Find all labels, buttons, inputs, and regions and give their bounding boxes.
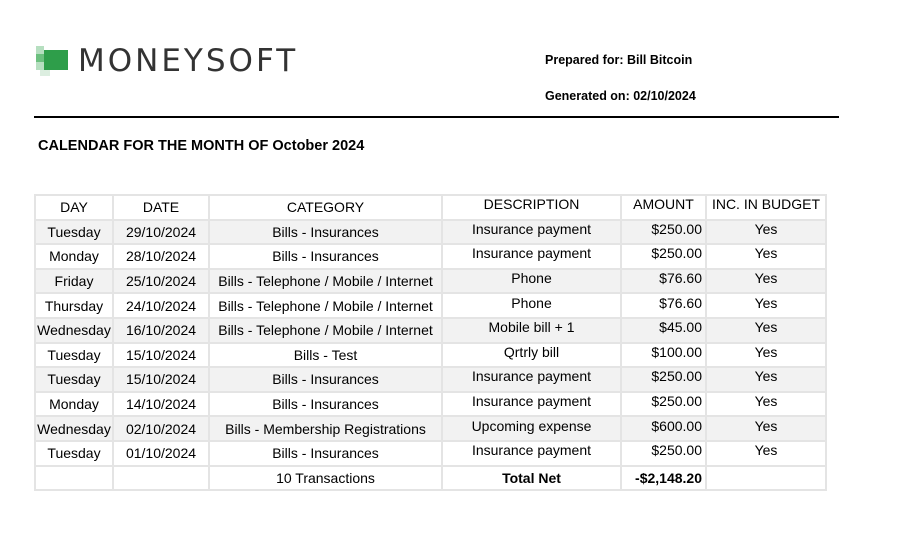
header-description-text: DESCRIPTION bbox=[483, 196, 580, 213]
cell-category: Bills - Insurances bbox=[209, 392, 442, 417]
table-total-row bbox=[35, 466, 826, 491]
cell-inc-text: Yes bbox=[754, 245, 778, 262]
cell-day: Wednesday bbox=[35, 416, 113, 441]
cell-description-text: Phone bbox=[511, 294, 552, 311]
cell-category: Bills - Telephone / Mobile / Internet bbox=[209, 269, 442, 294]
cell-description-text: Insurance payment bbox=[471, 245, 592, 262]
cell-category: Bills - Insurances bbox=[209, 441, 442, 466]
cell-date: 16/10/2024 bbox=[113, 318, 209, 343]
cell-amount bbox=[621, 269, 706, 294]
cell-date: 24/10/2024 bbox=[113, 293, 209, 318]
cell-amount-text: $250.00 bbox=[651, 220, 702, 237]
cell-description bbox=[442, 392, 621, 417]
cell-inc-text: Yes bbox=[754, 294, 778, 311]
cell-description-text: Upcoming expense bbox=[471, 417, 592, 434]
cell-day: Monday bbox=[35, 244, 113, 269]
cell-description bbox=[442, 244, 621, 269]
cell-amount bbox=[621, 441, 706, 466]
cell-description-text: Phone bbox=[511, 270, 552, 287]
cell-day: Thursday bbox=[35, 293, 113, 318]
cell-day: Wednesday bbox=[35, 318, 113, 343]
cell-description-text: Insurance payment bbox=[471, 368, 592, 385]
cell-inc-text: Yes bbox=[754, 319, 778, 336]
cell-date: 25/10/2024 bbox=[113, 269, 209, 294]
header-inc-text: INC. IN BUDGET bbox=[711, 196, 821, 213]
cell-description bbox=[442, 318, 621, 343]
cell-description-text: Insurance payment bbox=[471, 393, 592, 410]
cell-date: 28/10/2024 bbox=[113, 244, 209, 269]
total-net-amount: -$2,148.20 bbox=[621, 466, 706, 491]
cell-amount-text: $250.00 bbox=[651, 368, 702, 385]
generated-on: Generated on: 02/10/2024 bbox=[545, 89, 696, 103]
transaction-count: 10 Transactions bbox=[209, 466, 442, 491]
cell-category: Bills - Insurances bbox=[209, 244, 442, 269]
cell-day: Tuesday bbox=[35, 220, 113, 245]
cell-date: 29/10/2024 bbox=[113, 220, 209, 245]
header-day: DAY bbox=[35, 195, 113, 220]
cell-category: Bills - Insurances bbox=[209, 220, 442, 245]
cell-inc-text: Yes bbox=[754, 442, 778, 459]
cell-description bbox=[442, 441, 621, 466]
cell-amount bbox=[621, 392, 706, 417]
total-net-label: Total Net bbox=[442, 466, 621, 491]
cell-category: Bills - Telephone / Mobile / Internet bbox=[209, 318, 442, 343]
cell-day: Monday bbox=[35, 392, 113, 417]
cell-inc-text: Yes bbox=[754, 368, 778, 385]
cell-inc-in-budget bbox=[706, 343, 826, 368]
cell-description bbox=[442, 367, 621, 392]
cell-description-text: Qrtrly bill bbox=[503, 343, 560, 360]
cell-empty bbox=[35, 466, 113, 491]
header-divider bbox=[34, 116, 839, 118]
table-row bbox=[35, 269, 826, 294]
header-description bbox=[442, 195, 621, 220]
cell-inc-text: Yes bbox=[754, 270, 778, 287]
table-row bbox=[35, 392, 826, 417]
brand-name: MONEYSOFT bbox=[78, 43, 299, 79]
cell-amount-text: $45.00 bbox=[659, 319, 702, 336]
cell-description bbox=[442, 343, 621, 368]
cell-amount-text: $76.60 bbox=[659, 294, 702, 311]
cell-amount-text: $250.00 bbox=[651, 442, 702, 459]
cell-description bbox=[442, 220, 621, 245]
cell-amount bbox=[621, 416, 706, 441]
cell-description-text: Mobile bill + 1 bbox=[488, 319, 575, 336]
cell-date: 02/10/2024 bbox=[113, 416, 209, 441]
logo-mark-icon bbox=[36, 46, 68, 76]
cell-day: Tuesday bbox=[35, 343, 113, 368]
cell-description-text: Insurance payment bbox=[471, 220, 592, 237]
cell-empty bbox=[706, 466, 826, 491]
cell-inc-text: Yes bbox=[754, 343, 778, 360]
cell-inc-in-budget bbox=[706, 293, 826, 318]
cell-inc-in-budget bbox=[706, 220, 826, 245]
cell-inc-in-budget bbox=[706, 244, 826, 269]
cell-day: Friday bbox=[35, 269, 113, 294]
cell-inc-in-budget bbox=[706, 416, 826, 441]
cell-amount bbox=[621, 367, 706, 392]
header-amount bbox=[621, 195, 706, 220]
cell-date: 01/10/2024 bbox=[113, 441, 209, 466]
header-amount-text: AMOUNT bbox=[633, 196, 694, 213]
cell-day: Tuesday bbox=[35, 441, 113, 466]
cell-description bbox=[442, 416, 621, 441]
cell-description bbox=[442, 269, 621, 294]
cell-amount bbox=[621, 293, 706, 318]
header-inc-in-budget bbox=[706, 195, 826, 220]
cell-inc-in-budget bbox=[706, 392, 826, 417]
table-row bbox=[35, 367, 826, 392]
table-header-row bbox=[35, 195, 826, 220]
cell-date: 15/10/2024 bbox=[113, 343, 209, 368]
table-row bbox=[35, 441, 826, 466]
cell-inc-in-budget bbox=[706, 441, 826, 466]
table-row bbox=[35, 244, 826, 269]
cell-amount-text: $600.00 bbox=[651, 417, 702, 434]
cell-category: Bills - Insurances bbox=[209, 367, 442, 392]
header-category: CATEGORY bbox=[209, 195, 442, 220]
cell-amount bbox=[621, 244, 706, 269]
cell-date: 15/10/2024 bbox=[113, 367, 209, 392]
cell-category: Bills - Test bbox=[209, 343, 442, 368]
cell-category: Bills - Telephone / Mobile / Internet bbox=[209, 293, 442, 318]
cell-description-text: Insurance payment bbox=[471, 442, 592, 459]
cell-inc-in-budget bbox=[706, 367, 826, 392]
cell-amount-text: $250.00 bbox=[651, 245, 702, 262]
cell-amount-text: $100.00 bbox=[651, 343, 702, 360]
table-row bbox=[35, 220, 826, 245]
cell-amount-text: $250.00 bbox=[651, 393, 702, 410]
cell-day: Tuesday bbox=[35, 367, 113, 392]
table-row bbox=[35, 293, 826, 318]
cell-empty bbox=[113, 466, 209, 491]
report-title: CALENDAR FOR THE MONTH OF October 2024 bbox=[38, 138, 365, 154]
cell-inc-text: Yes bbox=[754, 220, 778, 237]
cell-inc-text: Yes bbox=[754, 393, 778, 410]
cell-inc-in-budget bbox=[706, 318, 826, 343]
cell-amount bbox=[621, 343, 706, 368]
prepared-for: Prepared for: Bill Bitcoin bbox=[545, 53, 693, 67]
cell-amount-text: $76.60 bbox=[659, 270, 702, 287]
moneysoft-logo bbox=[36, 44, 298, 78]
cell-inc-in-budget bbox=[706, 269, 826, 294]
header-date: DATE bbox=[113, 195, 209, 220]
cell-inc-text: Yes bbox=[754, 417, 778, 434]
cell-amount bbox=[621, 220, 706, 245]
cell-amount bbox=[621, 318, 706, 343]
transactions-table bbox=[34, 194, 827, 491]
cell-date: 14/10/2024 bbox=[113, 392, 209, 417]
table-row bbox=[35, 416, 826, 441]
table-row bbox=[35, 318, 826, 343]
table-row bbox=[35, 343, 826, 368]
cell-category: Bills - Membership Registrations bbox=[209, 416, 442, 441]
cell-description bbox=[442, 293, 621, 318]
